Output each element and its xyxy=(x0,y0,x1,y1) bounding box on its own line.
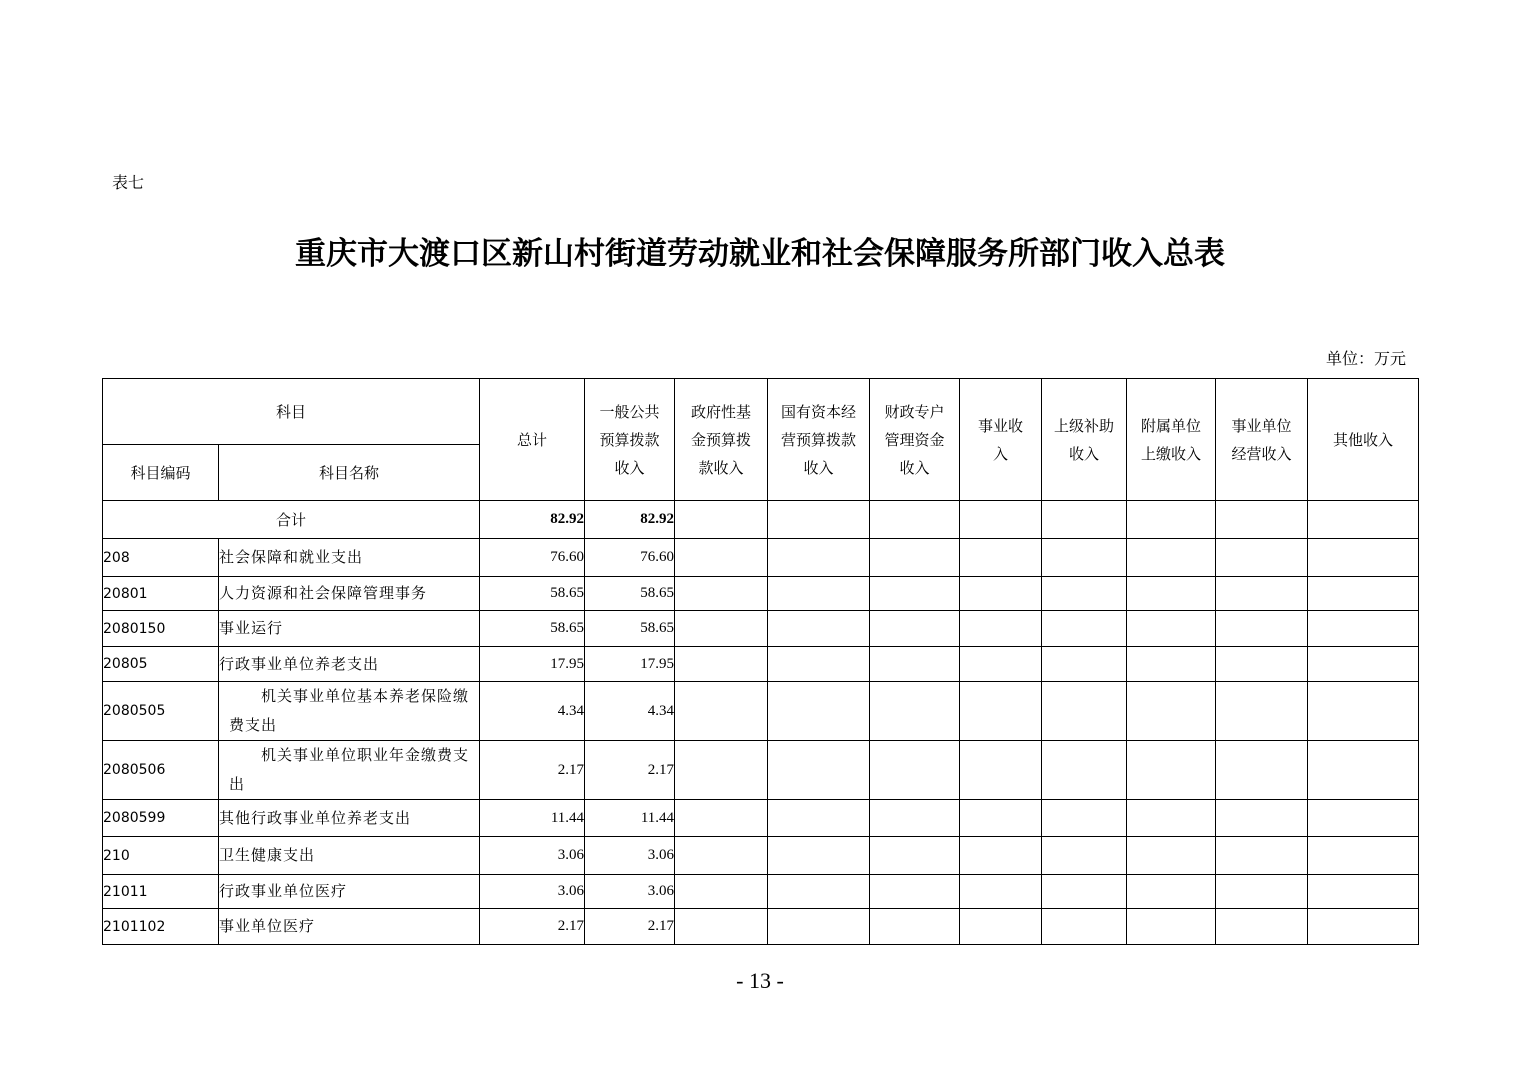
row-code: 20805 xyxy=(103,647,219,682)
empty-cell xyxy=(1216,875,1308,909)
table-row xyxy=(103,741,1419,800)
table-row xyxy=(103,577,1419,611)
empty-cell xyxy=(768,682,870,741)
row-name: 机关事业单位职业年金缴费支出 xyxy=(219,741,480,800)
row-general-budget: 3.06 xyxy=(585,837,675,875)
table-row xyxy=(103,875,1419,909)
empty-cell xyxy=(768,611,870,647)
empty-cell xyxy=(675,647,768,682)
row-total: 58.65 xyxy=(480,577,585,611)
empty-cell xyxy=(1042,875,1127,909)
row-total: 17.95 xyxy=(480,647,585,682)
empty-cell xyxy=(768,501,870,539)
empty-cell xyxy=(675,837,768,875)
empty-cell xyxy=(870,647,960,682)
table-row xyxy=(103,837,1419,875)
row-name: 社会保障和就业支出 xyxy=(219,539,480,577)
header-total: 总计 xyxy=(480,379,585,501)
empty-cell xyxy=(768,875,870,909)
empty-cell xyxy=(870,539,960,577)
row-general-budget: 58.65 xyxy=(585,611,675,647)
row-code: 21011 xyxy=(103,875,219,909)
header-gov-fund: 政府性基金预算拨款收入 xyxy=(675,379,768,501)
empty-cell xyxy=(1216,909,1308,945)
row-general-budget: 3.06 xyxy=(585,875,675,909)
empty-cell xyxy=(675,611,768,647)
empty-cell xyxy=(768,800,870,837)
row-code: 210 xyxy=(103,837,219,875)
empty-cell xyxy=(1216,577,1308,611)
unit-label: 单位：万元 xyxy=(1325,349,1406,368)
row-name: 人力资源和社会保障管理事务 xyxy=(219,577,480,611)
row-total: 3.06 xyxy=(480,875,585,909)
empty-cell xyxy=(1042,682,1127,741)
empty-cell xyxy=(960,577,1042,611)
empty-cell xyxy=(870,800,960,837)
empty-cell xyxy=(1042,909,1127,945)
empty-cell xyxy=(768,837,870,875)
empty-cell xyxy=(675,539,768,577)
empty-cell xyxy=(1216,647,1308,682)
empty-cell xyxy=(1042,577,1127,611)
empty-cell xyxy=(1127,682,1216,741)
empty-cell xyxy=(768,909,870,945)
row-name: 事业运行 xyxy=(219,611,480,647)
empty-cell xyxy=(1216,539,1308,577)
empty-cell xyxy=(960,800,1042,837)
empty-cell xyxy=(675,682,768,741)
row-total: 3.06 xyxy=(480,837,585,875)
empty-cell xyxy=(1308,501,1419,539)
empty-cell xyxy=(1127,909,1216,945)
table-row xyxy=(103,611,1419,647)
row-code: 2080505 xyxy=(103,682,219,741)
header-business-operation: 事业单位经营收入 xyxy=(1216,379,1308,501)
empty-cell xyxy=(870,577,960,611)
page-number: - 13 - xyxy=(736,968,784,993)
empty-cell xyxy=(1216,800,1308,837)
row-general-budget: 11.44 xyxy=(585,800,675,837)
row-total: 4.34 xyxy=(480,682,585,741)
row-code: 2080150 xyxy=(103,611,219,647)
empty-cell xyxy=(768,741,870,800)
empty-cell xyxy=(768,539,870,577)
empty-cell xyxy=(1127,539,1216,577)
table-row xyxy=(103,682,1419,741)
empty-cell xyxy=(960,837,1042,875)
row-name: 行政事业单位养老支出 xyxy=(219,647,480,682)
empty-cell xyxy=(870,682,960,741)
document-title: 重庆市大渡口区新山村街道劳动就业和社会保障服务所部门收入总表 xyxy=(295,236,1225,272)
row-name: 卫生健康支出 xyxy=(219,837,480,875)
empty-cell xyxy=(1127,875,1216,909)
empty-cell xyxy=(1308,647,1419,682)
empty-cell xyxy=(1308,909,1419,945)
empty-cell xyxy=(960,501,1042,539)
empty-cell xyxy=(675,577,768,611)
header-superior-subsidy: 上级补助收入 xyxy=(1042,379,1127,501)
header-state-capital: 国有资本经营预算拨款收入 xyxy=(768,379,870,501)
table-label: 表七 xyxy=(112,173,145,192)
row-general-budget: 2.17 xyxy=(585,741,675,800)
total-general-budget: 82.92 xyxy=(585,501,675,539)
empty-cell xyxy=(1127,647,1216,682)
total-total: 82.92 xyxy=(480,501,585,539)
header-fiscal-special: 财政专户管理资金收入 xyxy=(870,379,960,501)
empty-cell xyxy=(1042,501,1127,539)
empty-cell xyxy=(1308,539,1419,577)
empty-cell xyxy=(675,875,768,909)
row-general-budget: 58.65 xyxy=(585,577,675,611)
empty-cell xyxy=(1216,501,1308,539)
empty-cell xyxy=(1042,800,1127,837)
row-code: 20801 xyxy=(103,577,219,611)
empty-cell xyxy=(675,501,768,539)
empty-cell xyxy=(675,741,768,800)
header-business-income: 事业收入 xyxy=(960,379,1042,501)
empty-cell xyxy=(960,647,1042,682)
empty-cell xyxy=(1042,647,1127,682)
empty-cell xyxy=(960,875,1042,909)
row-total: 2.17 xyxy=(480,909,585,945)
header-affiliated-unit: 附属单位上缴收入 xyxy=(1127,379,1216,501)
empty-cell xyxy=(1127,800,1216,837)
row-general-budget: 2.17 xyxy=(585,909,675,945)
empty-cell xyxy=(675,800,768,837)
empty-cell xyxy=(1042,539,1127,577)
empty-cell xyxy=(1308,741,1419,800)
row-general-budget: 4.34 xyxy=(585,682,675,741)
empty-cell xyxy=(1216,837,1308,875)
row-general-budget: 17.95 xyxy=(585,647,675,682)
row-total: 76.60 xyxy=(480,539,585,577)
table-row xyxy=(103,909,1419,945)
row-total: 11.44 xyxy=(480,800,585,837)
header-subject-code: 科目编码 xyxy=(103,445,219,501)
empty-cell xyxy=(870,837,960,875)
income-summary-table xyxy=(102,378,1419,945)
empty-cell xyxy=(960,611,1042,647)
row-total: 58.65 xyxy=(480,611,585,647)
header-subject-name: 科目名称 xyxy=(219,445,480,501)
empty-cell xyxy=(1042,837,1127,875)
row-code: 208 xyxy=(103,539,219,577)
empty-cell xyxy=(1308,611,1419,647)
row-name: 其他行政事业单位养老支出 xyxy=(219,800,480,837)
header-other-income: 其他收入 xyxy=(1308,379,1419,501)
empty-cell xyxy=(1127,501,1216,539)
empty-cell xyxy=(1042,741,1127,800)
row-name: 机关事业单位基本养老保险缴费支出 xyxy=(219,682,480,741)
table-row xyxy=(103,800,1419,837)
empty-cell xyxy=(1042,611,1127,647)
empty-cell xyxy=(1216,611,1308,647)
empty-cell xyxy=(1127,611,1216,647)
empty-cell xyxy=(870,741,960,800)
empty-cell xyxy=(675,909,768,945)
empty-cell xyxy=(960,539,1042,577)
empty-cell xyxy=(768,647,870,682)
empty-cell xyxy=(870,875,960,909)
table-row xyxy=(103,647,1419,682)
total-label: 合计 xyxy=(103,501,480,539)
empty-cell xyxy=(1308,577,1419,611)
empty-cell xyxy=(960,909,1042,945)
empty-cell xyxy=(870,611,960,647)
empty-cell xyxy=(960,682,1042,741)
empty-cell xyxy=(1308,682,1419,741)
empty-cell xyxy=(1127,837,1216,875)
empty-cell xyxy=(870,501,960,539)
row-name: 行政事业单位医疗 xyxy=(219,875,480,909)
row-code: 2080506 xyxy=(103,741,219,800)
empty-cell xyxy=(1216,682,1308,741)
empty-cell xyxy=(1127,577,1216,611)
row-code: 2080599 xyxy=(103,800,219,837)
empty-cell xyxy=(1308,800,1419,837)
row-code: 2101102 xyxy=(103,909,219,945)
header-general-budget: 一般公共预算拨款收入 xyxy=(585,379,675,501)
row-total: 2.17 xyxy=(480,741,585,800)
empty-cell xyxy=(1308,875,1419,909)
header-subject: 科目 xyxy=(103,379,480,445)
empty-cell xyxy=(1308,837,1419,875)
empty-cell xyxy=(870,909,960,945)
row-general-budget: 76.60 xyxy=(585,539,675,577)
empty-cell xyxy=(1216,741,1308,800)
total-row xyxy=(103,501,1419,539)
empty-cell xyxy=(960,741,1042,800)
row-name: 事业单位医疗 xyxy=(219,909,480,945)
empty-cell xyxy=(1127,741,1216,800)
table-row xyxy=(103,539,1419,577)
empty-cell xyxy=(768,577,870,611)
